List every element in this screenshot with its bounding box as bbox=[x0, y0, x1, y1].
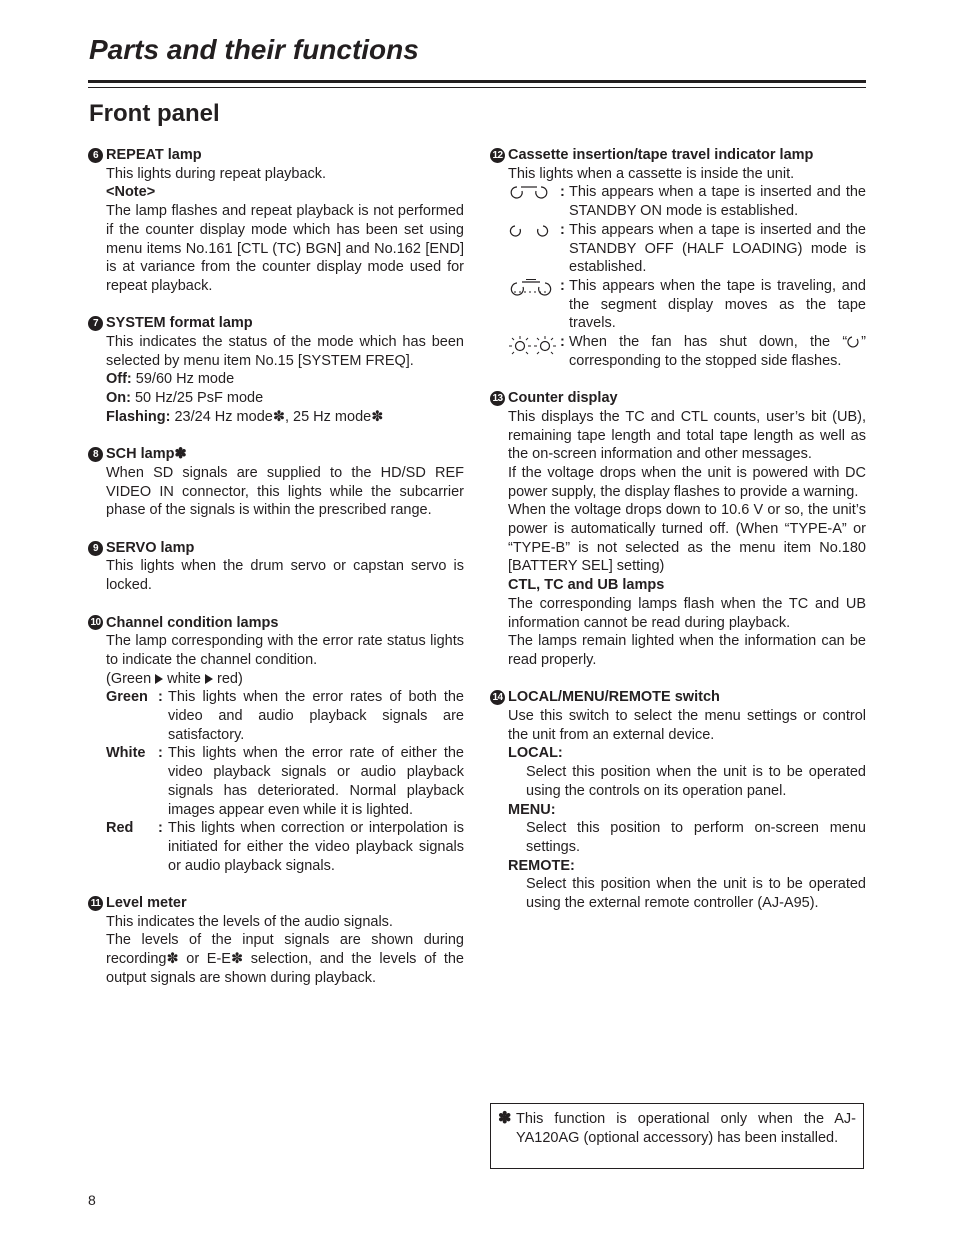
item-text: Use this switch to select the menu settings or control the unit from an external device. bbox=[508, 708, 866, 743]
local-desc: Select this position when the unit is to be operated using the controls on its operation panel. bbox=[526, 764, 866, 799]
item-sch-lamp bbox=[88, 445, 464, 520]
lamp-standby-on: : This appears when a tape is inserted and the STANDBY ON mode is established. bbox=[508, 183, 866, 220]
definition-white: White : This lights when the error rate of either the video playback signals or audio playback signals has deteriorated. Normal playback images appear even while it is lighted. bbox=[106, 745, 464, 818]
item-title: SCH lamp✽ bbox=[106, 446, 187, 463]
item-cassette-indicator-lamp bbox=[490, 146, 866, 370]
reel-standby-off-icon bbox=[508, 221, 560, 277]
arrow-right-icon bbox=[155, 674, 163, 684]
term-green: Green bbox=[106, 689, 148, 706]
menu-desc: Select this position to perform on-screen menu settings. bbox=[526, 820, 866, 855]
item-title: Counter display bbox=[508, 390, 618, 407]
item-title: Channel condition lamps bbox=[106, 614, 279, 631]
on-text: 50 Hz/25 PsF mode bbox=[130, 390, 264, 407]
item-servo-lamp bbox=[88, 539, 464, 595]
subheading: CTL, TC and UB lamps bbox=[508, 577, 665, 594]
left-column bbox=[88, 146, 464, 1006]
lamp-desc: This appears when a tape is inserted and the STANDBY ON mode is established. bbox=[569, 184, 866, 220]
off-text: 59/60 Hz mode bbox=[131, 371, 235, 388]
item-number-badge: 13 bbox=[490, 391, 505, 406]
item-number-badge: 10 bbox=[88, 615, 103, 630]
sequence-red: red) bbox=[217, 670, 243, 687]
item-text: This indicates the levels of the audio signals. bbox=[106, 913, 393, 930]
item-channel-condition-lamps bbox=[88, 614, 464, 876]
header-rule-thick bbox=[88, 80, 866, 83]
definition-green: Green : This lights when the error rates of both the video and audio playback signals are satisfactory. bbox=[106, 689, 464, 743]
item-title: Level meter bbox=[106, 895, 187, 912]
asterisk-icon: ✽ bbox=[498, 1110, 512, 1127]
lamp-fan-stopped: : When the fan has shut down, the “ ” corresponding to the stopped side flashes. bbox=[508, 333, 866, 370]
item-text: This lights when the drum servo or capstan servo is locked. bbox=[106, 558, 464, 594]
item-number-badge: 9 bbox=[88, 541, 103, 556]
local-label: LOCAL: bbox=[508, 745, 563, 762]
item-number-badge: 8 bbox=[88, 447, 103, 462]
lamp-desc: This appears when the tape is traveling, and the segment display moves as the tape travels. bbox=[569, 277, 866, 332]
item-text: The lamp corresponding with the error rate status lights to indicate the channel condition. bbox=[106, 633, 464, 668]
off-label: Off: bbox=[106, 371, 132, 388]
reel-traveling-icon bbox=[508, 277, 560, 333]
term-red: Red bbox=[106, 820, 134, 837]
item-counter-display bbox=[490, 389, 866, 670]
page-number: 8 bbox=[88, 1192, 96, 1208]
item-text: When SD signals are supplied to the HD/SD REF VIDEO IN connector, this lights while the subcarrier phase of the signals is within the prescribed range. bbox=[106, 464, 464, 519]
section-title: Front panel bbox=[89, 100, 220, 127]
item-text: If the voltage drops when the unit is powered with DC power supply, the display flashes to provide a warning. bbox=[508, 464, 866, 500]
item-text: The lamps remain lighted when the information can be read properly. bbox=[508, 633, 866, 668]
item-text: This lights during repeat playback. bbox=[106, 165, 327, 182]
flashing-label: Flashing: bbox=[106, 408, 171, 425]
note-label: <Note> bbox=[106, 184, 156, 201]
on-label: On: bbox=[106, 390, 131, 407]
definition-red: Red : This lights when correction or interpolation is initiated for either the video playback signals or audio playback signals. bbox=[106, 820, 464, 874]
right-column bbox=[490, 146, 866, 931]
item-system-format-lamp bbox=[88, 314, 464, 426]
flashing-text: 23/24 Hz mode✽, 25 Hz mode✽ bbox=[170, 408, 384, 425]
item-text: When the voltage drops down to 10.6 V or so, the unit’s power is automatically turned off. (When “TYPE-A” or “TYPE-B” is not selected as the menu item No.180 [BATTERY SEL] setting) bbox=[508, 502, 866, 575]
item-title: SYSTEM format lamp bbox=[106, 315, 253, 332]
sequence-white: white bbox=[167, 670, 201, 687]
reel-small-icon bbox=[847, 335, 861, 348]
page-title: Parts and their functions bbox=[89, 34, 419, 65]
item-number-badge: 11 bbox=[88, 896, 103, 911]
lamp-standby-off: : This appears when a tape is inserted and the STANDBY OFF (HALF LOADING) mode is established. bbox=[508, 221, 866, 277]
item-number-badge: 7 bbox=[88, 316, 103, 331]
item-text: This indicates the status of the mode which has been selected by menu item No.15 [SYSTEM FREQ]. bbox=[106, 334, 464, 369]
item-title: Cassette insertion/tape travel indicator lamp bbox=[508, 147, 814, 163]
item-title: SERVO lamp bbox=[106, 539, 195, 556]
menu-label: MENU: bbox=[508, 801, 556, 818]
lamp-desc: This appears when a tape is inserted and the STANDBY OFF (HALF LOADING) mode is established. bbox=[569, 221, 866, 276]
item-number-badge: 14 bbox=[490, 690, 505, 705]
footnote-text: This function is operational only when the AJ-YA120AG (optional accessory) has been installed. bbox=[516, 1111, 856, 1146]
item-number-badge: 12 bbox=[490, 148, 505, 163]
arrow-right-icon bbox=[205, 674, 213, 684]
item-text: The corresponding lamps flash when the TC and UB information cannot be read during playback. bbox=[508, 595, 866, 631]
item-repeat-lamp bbox=[88, 146, 464, 296]
item-title: REPEAT lamp bbox=[106, 147, 202, 163]
item-local-menu-remote-switch bbox=[490, 688, 866, 912]
lamp-desc-end: ” corresponding to the stopped side flashes. bbox=[569, 334, 866, 369]
desc-red: This lights when correction or interpolation is initiated for either the video playback signals or audio playback signals. bbox=[168, 820, 464, 874]
reel-flashing-icon bbox=[508, 333, 560, 370]
desc-white: This lights when the error rate of either the video playback signals or audio playback signals has deteriorated. Normal playback images appear even while it is lighted. bbox=[168, 745, 464, 818]
off-line bbox=[106, 370, 464, 389]
remote-desc: Select this position when the unit is to be operated using the external remote controller (AJ-A95). bbox=[526, 876, 866, 912]
item-text: This lights when a cassette is inside the unit. bbox=[508, 165, 795, 182]
header-rule-thin bbox=[88, 87, 866, 88]
reel-standby-on-icon bbox=[508, 183, 560, 220]
lamp-desc bbox=[569, 333, 866, 370]
term-white: White bbox=[106, 745, 146, 762]
on-line bbox=[106, 389, 464, 408]
item-level-meter bbox=[88, 894, 464, 988]
lamp-desc-start: When the fan has shut down, the “ bbox=[569, 334, 848, 351]
item-text: This displays the TC and CTL counts, user’s bit (UB), remaining tape length and total tape length as well as the on-screen information and other messages. bbox=[508, 408, 866, 463]
item-number-badge: 6 bbox=[88, 148, 103, 163]
note-text: The lamp flashes and repeat playback is not performed if the counter display mode which has been set using menu items No.161 [CTL (TC) BGN] and No.162 [END] is at variance from the counter display mode used for repeat playback. bbox=[106, 203, 464, 294]
footnote-box bbox=[490, 1103, 864, 1169]
color-sequence bbox=[106, 670, 464, 689]
remote-label: REMOTE: bbox=[508, 857, 575, 874]
desc-green: This lights when the error rates of both the video and audio playback signals are satisfactory. bbox=[168, 689, 464, 743]
item-title: LOCAL/MENU/REMOTE switch bbox=[508, 689, 720, 706]
item-text: The levels of the input signals are shown during recording✽ or E-E✽ selection, and the levels of the output signals are shown during playback. bbox=[106, 932, 464, 986]
flashing-line bbox=[106, 408, 464, 427]
lamp-traveling: : This appears when the tape is traveling, and the segment display moves as the tape travels. bbox=[508, 277, 866, 333]
sequence-green: (Green bbox=[106, 670, 152, 687]
